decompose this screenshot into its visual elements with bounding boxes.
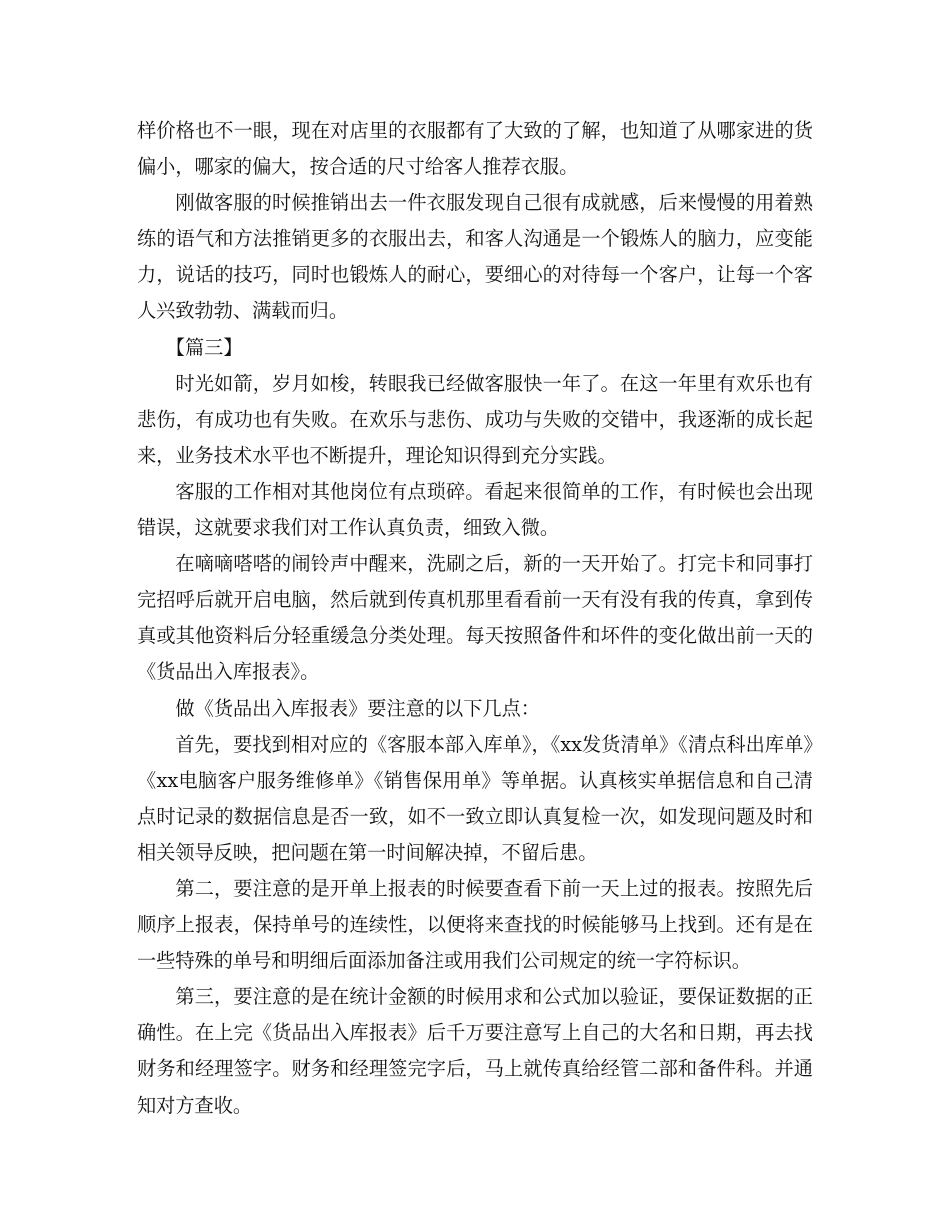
paragraph-daily-routine: 在嘀嘀嗒嗒的闹铃声中醒来，洗刷之后，新的一天开始了。打完卡和同事打完招呼后就开启电脑，然后就到传真机那里看看前一天有没有我的传真，拿到传真或其他资料后分轻重缓急分类处理。每天按照备件和坏件的变化做出前一天的《货品出入库报表》。: [137, 552, 813, 684]
paragraph-work-nature: 客服的工作相对其他岗位有点琐碎。看起来很简单的工作，有时候也会出现错误，这就要求我们对工作认真负责，细致入微。: [137, 479, 813, 540]
paragraph-point-third: 第三，要注意的是在统计金额的时候用求和公式加以验证，要保证数据的正确性。在上完《货品出入库报表》后千万要注意写上自己的大名和日期，再去找财务和经理签字。财务和经理签完字后，马上就传真给经管二部和备件科。并通知对方查收。: [137, 985, 813, 1117]
paragraph-sales-achievement: 刚做客服的时候推销出去一件衣服发现自己很有成就感，后来慢慢的用着熟练的语气和方法推销更多的衣服出去，和客人沟通是一个锻炼人的脑力，应变能力，说话的技巧，同时也锻炼人的耐心，要细心的对待每一个客户，让每一个客人兴致勃勃、满载而归。: [137, 191, 813, 323]
section-heading-part-three: 【篇三】: [165, 335, 243, 359]
paragraph-point-first: 首先，要找到相对应的《客服本部入库单》，《xx发货清单》《清点科出库单》《xx电脑客户服务维修单》《销售保用单》等单据。认真核实单据信息和自己清点时记录的数据信息是否一致，如不一致立即认真复检一次，如发现问题及时和相关领导反映，把问题在第一时间解决掉，不留后患。: [137, 732, 813, 864]
document-body: [137, 113, 813, 1124]
paragraph-report-points-intro: 做《货品出入库报表》要注意的以下几点：: [175, 696, 540, 720]
paragraph-point-second: 第二，要注意的是开单上报表的时候要查看下前一天上过的报表。按照先后顺序上报表，保持单号的连续性，以便将来查找的时候能够马上找到。还有是在一些特殊的单号和明细后面添加备注或用我们公司规定的统一字符标识。: [137, 876, 813, 973]
paragraph-one-year-review: 时光如箭，岁月如梭，转眼我已经做客服快一年了。在这一年里有欢乐也有悲伤，有成功也有失败。在欢乐与悲伤、成功与失败的交错中，我逐渐的成长起来，业务技术水平也不断提升，理论知识得到充分实践。: [137, 371, 813, 467]
paragraph-continuation: 样价格也不一眼，现在对店里的衣服都有了大致的了解，也知道了从哪家进的货偏小，哪家的偏大，按合适的尺寸给客人推荐衣服。: [137, 119, 813, 179]
